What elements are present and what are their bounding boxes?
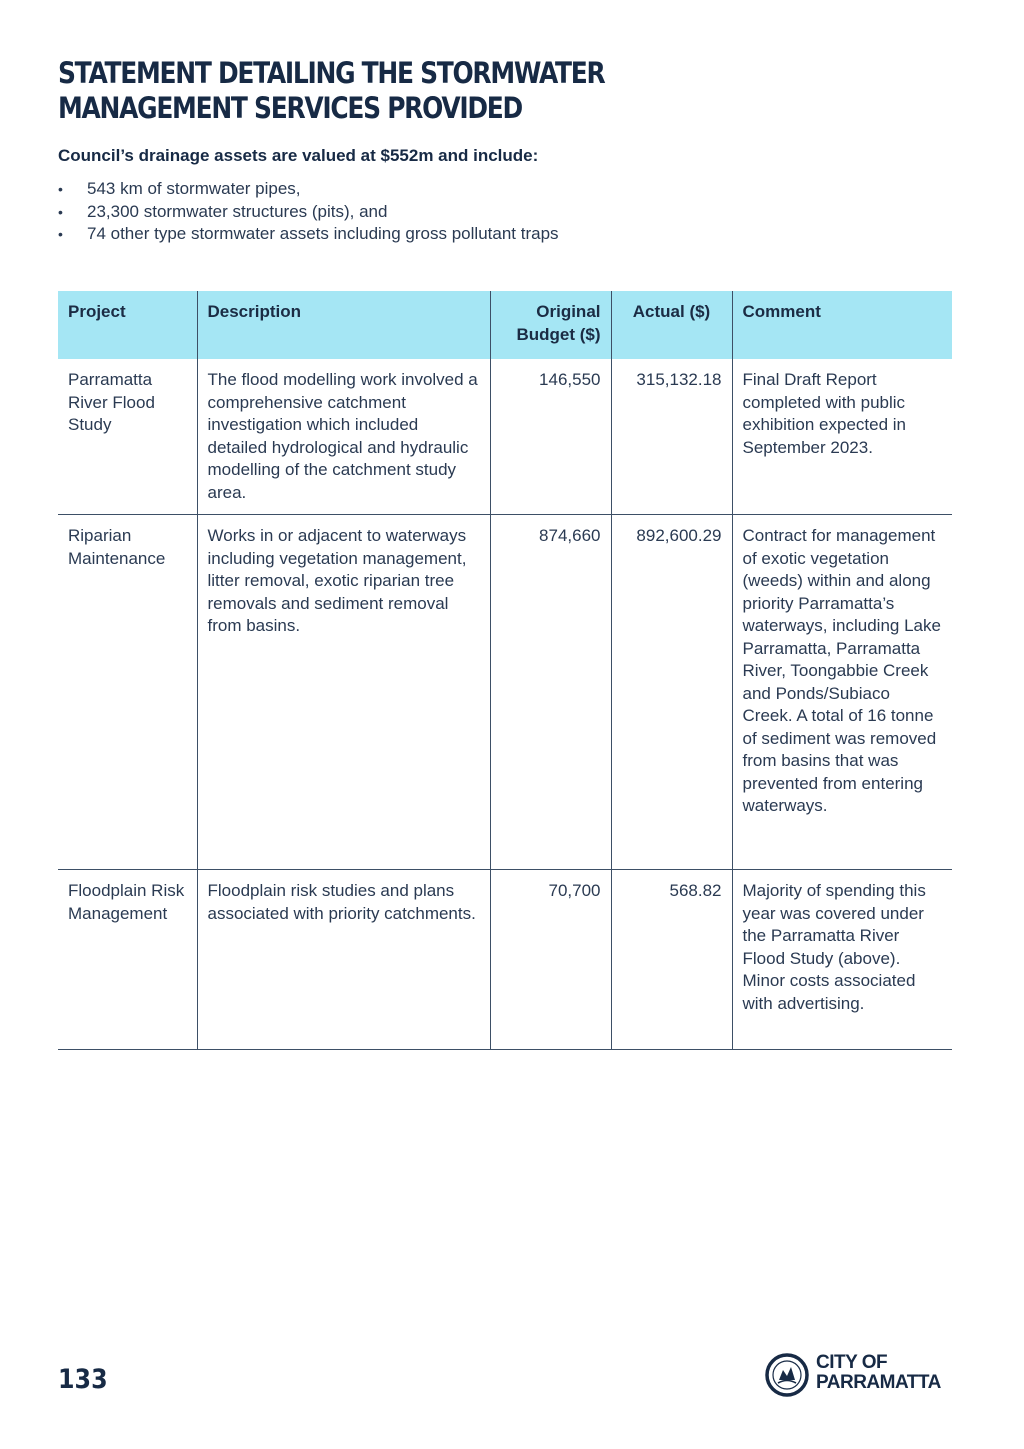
city-of-parramatta-logo	[764, 1352, 954, 1398]
header-actual: Actual ($)	[611, 291, 732, 359]
cell-description: Works in or adjacent to waterways including vegetation management, litter removal, exotic riparian tree removals and sediment removal from basins.	[197, 515, 490, 870]
logo-line-1: CITY OF	[816, 1352, 888, 1373]
stormwater-projects-table	[58, 291, 952, 1050]
cell-actual: 892,600.29	[611, 515, 732, 870]
header-description: Description	[197, 291, 490, 359]
list-item: • 74 other type stormwater assets including gross pollutant traps	[58, 223, 559, 246]
cell-actual: 315,132.18	[611, 359, 732, 515]
list-item: • 543 km of stormwater pipes,	[58, 178, 559, 201]
cell-description: The flood modelling work involved a comprehensive catchment investigation which included detailed hydrological and hydraulic modelling of the catchment study area.	[197, 359, 490, 515]
page-number: 133	[58, 1364, 108, 1395]
logo-line-2: PARRAMATTA	[816, 1372, 941, 1393]
table-row	[58, 359, 952, 515]
cell-comment: Majority of spending this year was covered under the Parramatta River Flood Study (above). Minor costs associated with advertising.	[732, 870, 952, 1050]
cell-budget: 874,660	[490, 515, 611, 870]
logo-wordmark	[816, 1353, 941, 1393]
cell-project: Floodplain Risk Management	[58, 870, 197, 1050]
header-project: Project	[58, 291, 197, 359]
table-row	[58, 515, 952, 870]
cell-description: Floodplain risk studies and plans associated with priority catchments.	[197, 870, 490, 1050]
cell-comment: Contract for management of exotic vegetation (weeds) within and along priority Parramatta’s waterways, including Lake Parramatta, Parramatta River, Toongabbie Creek and Ponds/Subiaco Creek. A total of 16 tonne of sediment was removed from basins that was prevented from entering waterways.	[732, 515, 952, 870]
bullet-icon: •	[58, 226, 63, 242]
cell-comment: Final Draft Report completed with public exhibition expected in September 2023.	[732, 359, 952, 515]
list-item: • 23,300 stormwater structures (pits), and	[58, 201, 559, 224]
table-row	[58, 870, 952, 1050]
header-original-budget: Original Budget ($)	[490, 291, 611, 359]
bullet-icon: •	[58, 203, 63, 220]
asset-list	[58, 178, 559, 246]
cell-project: Parramatta River Flood Study	[58, 359, 197, 515]
header-comment: Comment	[732, 291, 952, 359]
bullet-icon: •	[58, 181, 63, 197]
cell-actual: 568.82	[611, 870, 732, 1050]
intro-text: Council’s drainage assets are valued at $552m and include:	[58, 146, 539, 165]
city-of-parramatta-emblem-icon	[764, 1352, 810, 1398]
table-header-row	[58, 291, 952, 359]
cell-budget: 146,550	[490, 359, 611, 515]
cell-project: Riparian Maintenance	[58, 515, 197, 870]
page-title: STATEMENT DETAILING THE STORMWATER MANAGEMENT SERVICES PROVIDED	[58, 56, 605, 125]
cell-budget: 70,700	[490, 870, 611, 1050]
